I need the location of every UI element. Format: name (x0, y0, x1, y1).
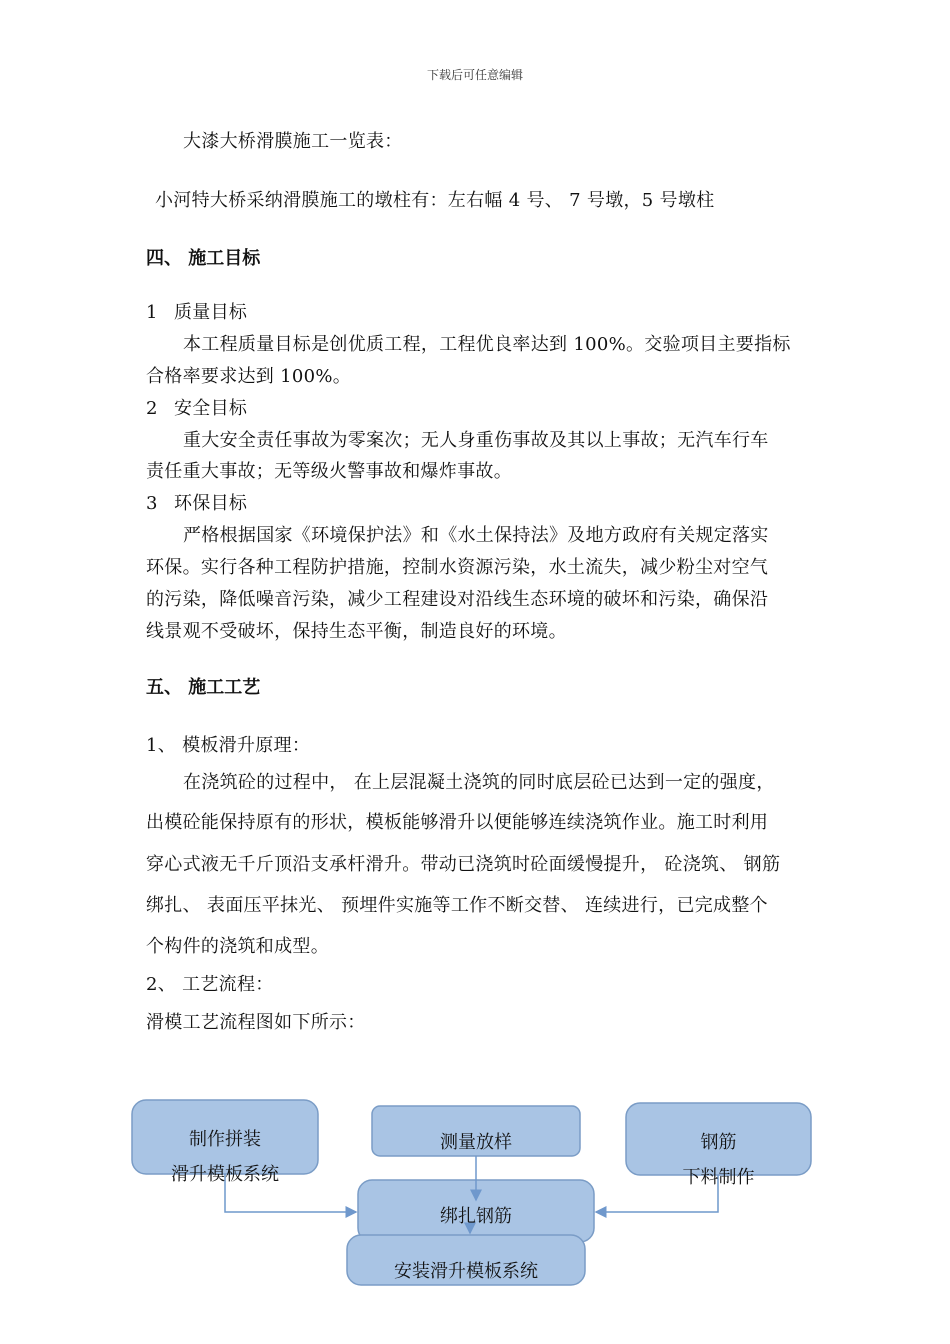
principle-heading: 1、 模板滑升原理： (146, 735, 311, 756)
flow-node-rebar-line-2: 下料制作 (682, 1167, 755, 1188)
page-header-note: 下载后可任意编辑 (426, 68, 523, 82)
flow-node-install-label: 安装滑升模板系统 (394, 1261, 538, 1282)
flow-node-rebar-line-1: 钢筋 (700, 1132, 737, 1153)
goal-2-number: 2 (146, 398, 158, 419)
principle-line-4: 绑扎、 表面压平抹光、 预埋件实施等工作不断交替、 连续进行，已完成整个 (146, 895, 768, 916)
goal-2-title: 安全目标 (174, 398, 248, 419)
principle-line-3: 穿心式液无千斤顶沿支承杆滑升。带动已浇筑时砼面缓慢提升， 砼浇筑、 钢筋 (146, 854, 781, 875)
goal-3-line-1: 严格根据国家《环境保护法》和《水土保持法》及地方政府有关规定落实 (183, 525, 769, 546)
goal-1-number: 1 (146, 302, 158, 323)
goal-3-line-4: 线景观不受破坏，保持生态平衡，制造良好的环境。 (146, 621, 567, 642)
flow-node-fab-line-2: 滑升模板系统 (171, 1164, 279, 1185)
process-heading: 2、 工艺流程： (146, 974, 274, 995)
goal-3-number: 3 (146, 493, 158, 514)
goal-3-line-3: 的污染，降低噪音污染，减少工程建设对沿线生态环境的破坏和污染，确保沿 (146, 589, 769, 610)
flowchart-caption: 滑模工艺流程图如下所示： (146, 1012, 366, 1033)
goal-1-line-2: 合格率要求达到 100%。 (146, 366, 352, 387)
section-5-title: 五、 施工工艺 (146, 677, 261, 698)
principle-line-5: 个构件的浇筑和成型。 (146, 936, 329, 957)
table-caption: 大漆大桥滑膜施工一览表： (183, 131, 403, 152)
section-4-title: 四、 施工目标 (146, 248, 261, 269)
flow-node-fab-line-1: 制作拼装 (189, 1129, 261, 1150)
principle-line-1: 在浇筑砼的过程中， 在上层混凝土浇筑的同时底层砼已达到一定的强度， (183, 772, 775, 793)
flow-node-tie-label: 绑扎钢筋 (440, 1206, 512, 1227)
flow-node-survey-label: 测量放样 (440, 1132, 512, 1153)
pier-line: 小河特大桥采纳滑膜施工的墩柱有：左右幅 4 号、 7 号墩，5 号墩柱 (155, 190, 715, 211)
goal-2-line-2: 责任重大事故；无等级火警事故和爆炸事故。 (146, 461, 512, 482)
goal-2-line-1: 重大安全责任事故为零案次；无人身重伤事故及其以上事故；无汽车行车 (183, 430, 769, 451)
goal-3-title: 环保目标 (174, 493, 248, 514)
principle-line-2: 出模砼能保持原有的形状，模板能够滑升以便能够连续浇筑作业。施工时利用 (146, 812, 769, 833)
goal-1-title: 质量目标 (174, 302, 248, 323)
goal-3-line-2: 环保。实行各种工程防护措施，控制水资源污染，水土流失，减少粉尘对空气 (146, 557, 769, 578)
goal-1-line-1: 本工程质量目标是创优质工程，工程优良率达到 100%。交验项目主要指标 (183, 334, 791, 355)
